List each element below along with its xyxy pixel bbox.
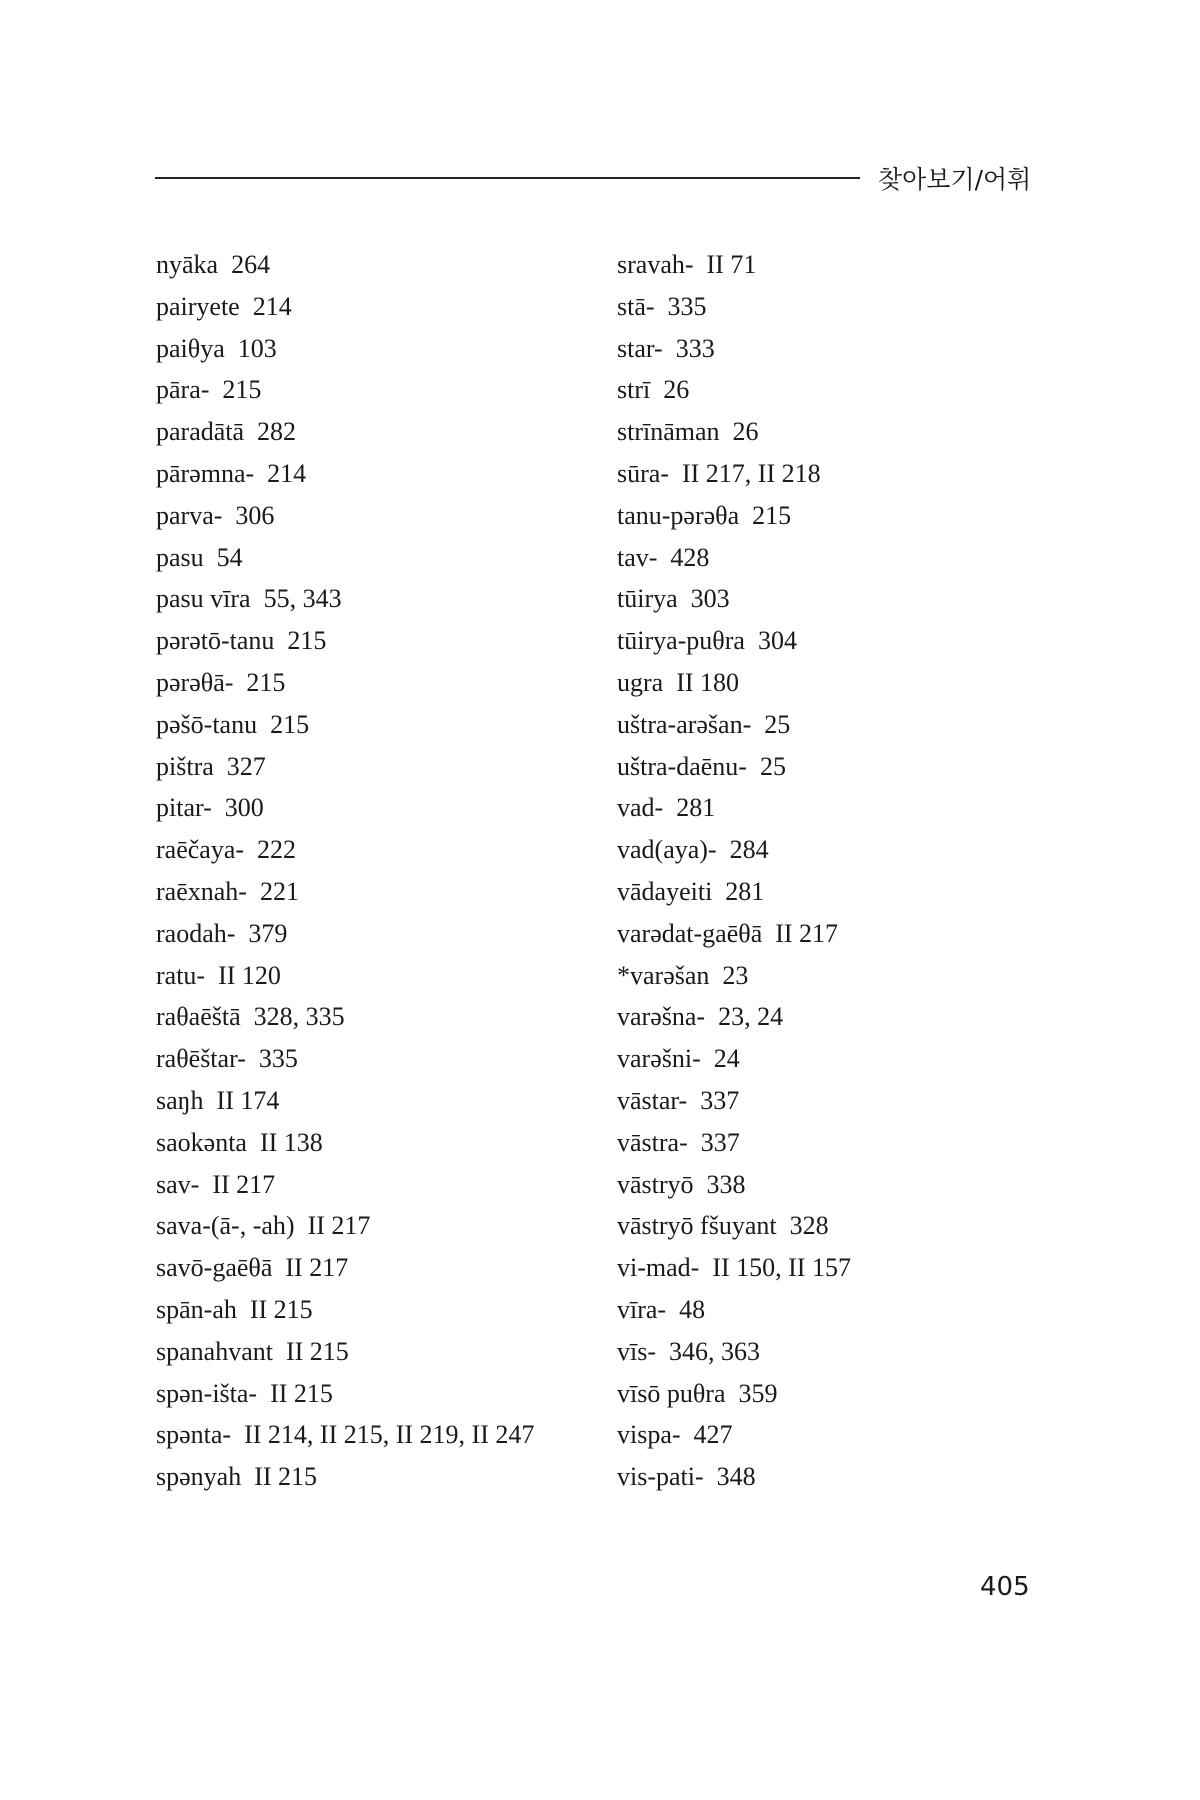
- index-entry: [617, 1164, 851, 1206]
- index-term: vad(aya)-: [617, 835, 717, 865]
- index-column-left: [156, 244, 534, 1498]
- index-entry: [617, 1414, 851, 1456]
- index-page-refs: 25: [764, 709, 791, 739]
- index-page-refs: II 215: [270, 1378, 333, 1408]
- index-term: spənyah: [156, 1462, 242, 1492]
- index-term: pasu: [156, 542, 204, 572]
- index-page-refs: 55, 343: [263, 584, 342, 614]
- index-term: vīra-: [617, 1294, 667, 1324]
- index-page-refs: II 215: [285, 1336, 349, 1366]
- index-term: vad-: [617, 793, 664, 823]
- index-entry: [156, 453, 534, 495]
- index-term: vīsō puθra: [617, 1378, 726, 1408]
- index-page-refs: 427: [693, 1420, 733, 1450]
- index-page-refs: 379: [248, 918, 288, 948]
- index-page-refs: 281: [676, 793, 716, 823]
- index-term: pārəmna-: [156, 458, 255, 488]
- index-entry: [156, 1038, 534, 1080]
- index-entry: [156, 1122, 534, 1164]
- index-page-refs: II 217, II 218: [681, 458, 821, 488]
- index-entry: [617, 1331, 851, 1373]
- index-page-refs: 215: [222, 375, 262, 405]
- index-term: spən-išta-: [156, 1378, 258, 1408]
- index-term: vāstar-: [617, 1085, 688, 1115]
- index-term: vi-mad-: [617, 1253, 700, 1283]
- index-page-refs: II 215: [254, 1462, 318, 1492]
- index-term: raēxnah-: [156, 876, 247, 906]
- index-page-refs: 282: [257, 417, 297, 447]
- index-term: vispa-: [617, 1420, 681, 1450]
- index-page-refs: 215: [270, 709, 310, 739]
- index-page-refs: 48: [679, 1294, 706, 1324]
- index-entry: [156, 620, 534, 662]
- index-entry: [156, 662, 534, 704]
- index-page-refs: II 214, II 215, II 219, II 247: [244, 1420, 535, 1450]
- index-page-refs: II 217: [775, 918, 839, 948]
- index-entry: [617, 955, 851, 997]
- index-page-refs: 23, 24: [718, 1002, 784, 1032]
- index-term: spān-ah: [156, 1294, 237, 1324]
- index-page-refs: 26: [663, 375, 690, 405]
- index-page-refs: 215: [287, 626, 327, 656]
- index-term: *varəšan: [617, 960, 710, 990]
- index-entry: [617, 1122, 851, 1164]
- index-page-refs: II 217: [212, 1169, 276, 1199]
- index-entry: [617, 1080, 851, 1122]
- index-entry: [617, 913, 851, 955]
- index-entry: [617, 620, 851, 662]
- index-page-refs: 215: [752, 500, 792, 530]
- index-term: ratu-: [156, 960, 206, 990]
- index-term: paradātā: [156, 417, 245, 447]
- index-entry: [617, 495, 851, 537]
- index-term: star-: [617, 333, 663, 363]
- index-term: tanu-pərəθa: [617, 500, 740, 530]
- index-entry: [617, 1038, 851, 1080]
- index-term: vīs-: [617, 1336, 656, 1366]
- index-entry: [156, 369, 534, 411]
- index-term: sūra-: [617, 458, 669, 488]
- index-entry: [617, 662, 851, 704]
- index-entry: [617, 328, 851, 370]
- index-term: vāstryō: [617, 1169, 694, 1199]
- index-page-refs: 215: [246, 667, 286, 697]
- index-entry: [156, 1331, 534, 1373]
- index-entry: [617, 1205, 851, 1247]
- index-entry: [617, 1373, 851, 1415]
- index-entry: [617, 244, 851, 286]
- index-entry: [617, 537, 851, 579]
- index-page-refs: 359: [738, 1378, 778, 1408]
- index-term: pasu vīra: [156, 584, 251, 614]
- index-term: pəšō-tanu: [156, 709, 258, 739]
- index-page-refs: 304: [757, 626, 797, 656]
- index-entry: [617, 286, 851, 328]
- index-entry: [156, 244, 534, 286]
- index-entry: [156, 1164, 534, 1206]
- index-term: raodah-: [156, 918, 236, 948]
- index-term: uštra-daēnu-: [617, 751, 747, 781]
- index-term: nyāka: [156, 250, 219, 279]
- index-entry: [156, 996, 534, 1038]
- index-page-refs: II 150, II 157: [712, 1253, 851, 1283]
- index-entry: [156, 1373, 534, 1415]
- index-term: pərəθā-: [156, 667, 234, 697]
- index-term: savō-gaēθā: [156, 1253, 273, 1283]
- index-term: saokənta: [156, 1127, 247, 1157]
- index-entry: [617, 704, 851, 746]
- index-entry: [156, 411, 534, 453]
- index-term: vis-pati-: [617, 1462, 704, 1492]
- index-page-refs: 428: [670, 542, 710, 572]
- index-page-refs: 303: [690, 584, 730, 614]
- index-page-refs: II 217: [307, 1211, 371, 1241]
- index-term: saŋh: [156, 1085, 204, 1115]
- index-term: vāstra-: [617, 1127, 688, 1157]
- index-term: varədat-gaēθā: [617, 918, 763, 948]
- index-term: vādayeiti: [617, 876, 713, 906]
- index-page-refs: 24: [713, 1044, 740, 1074]
- index-entry: [156, 704, 534, 746]
- index-term: raθaēštā: [156, 1002, 241, 1032]
- page-number: 405: [980, 1572, 1030, 1602]
- index-entry: [617, 1247, 851, 1289]
- index-entry: [617, 1456, 851, 1498]
- index-entry: [617, 411, 851, 453]
- index-term: sava-(ā-, -ah): [156, 1211, 295, 1241]
- index-entry: [617, 871, 851, 913]
- index-term: parva-: [156, 500, 223, 530]
- index-page-refs: 346, 363: [669, 1336, 760, 1366]
- index-page-refs: II 71: [706, 250, 757, 279]
- index-page-refs: 221: [259, 876, 299, 906]
- index-entry: [617, 369, 851, 411]
- index-term: tav-: [617, 542, 658, 572]
- index-page-refs: 348: [716, 1462, 756, 1492]
- index-entry: [617, 578, 851, 620]
- index-page-refs: II 215: [249, 1294, 313, 1324]
- index-term: strī: [617, 375, 651, 405]
- header-rule: [155, 177, 860, 179]
- index-page-refs: 214: [252, 291, 292, 321]
- index-entry: [156, 955, 534, 997]
- index-page-refs: 281: [725, 876, 765, 906]
- index-page-refs: 328: [789, 1211, 829, 1241]
- index-term: varəšna-: [617, 1002, 706, 1032]
- index-term: tūirya-puθra: [617, 626, 745, 656]
- index-page-refs: II 120: [218, 960, 281, 990]
- index-term: spanahvant: [156, 1336, 273, 1366]
- index-page-refs: 284: [729, 835, 769, 865]
- index-entry: [156, 1414, 534, 1456]
- index-term: vāstryō fšuyant: [617, 1211, 777, 1241]
- index-page-refs: 25: [759, 751, 786, 781]
- index-entry: [156, 746, 534, 788]
- index-page-refs: II 174: [216, 1085, 280, 1115]
- index-page-refs: 264: [231, 250, 271, 279]
- index-page-refs: 23: [722, 960, 749, 990]
- index-page-refs: 333: [675, 333, 715, 363]
- index-entry: [617, 453, 851, 495]
- index-entry: [156, 578, 534, 620]
- index-term: pitar-: [156, 793, 212, 823]
- index-page-refs: 327: [226, 751, 266, 781]
- index-entry: [156, 1205, 534, 1247]
- index-entry: [156, 328, 534, 370]
- index-entry: [156, 913, 534, 955]
- index-term: varəšni-: [617, 1044, 701, 1074]
- index-term: stā-: [617, 291, 655, 321]
- index-page-refs: 222: [257, 835, 297, 865]
- index-page-refs: II 180: [676, 667, 740, 697]
- index-entry: [156, 787, 534, 829]
- index-entry: [617, 829, 851, 871]
- index-term: pairyete: [156, 291, 240, 321]
- index-term: strīnāman: [617, 417, 720, 447]
- index-page-refs: 337: [700, 1085, 740, 1115]
- index-entry: [156, 829, 534, 871]
- index-entry: [617, 996, 851, 1038]
- index-term: tūirya: [617, 584, 678, 614]
- index-term: spənta-: [156, 1420, 232, 1450]
- index-page-refs: 335: [258, 1044, 298, 1074]
- index-entry: [156, 1289, 534, 1331]
- index-term: pərətō-tanu: [156, 626, 275, 656]
- index-page-refs: II 138: [259, 1127, 323, 1157]
- index-entry: [156, 871, 534, 913]
- index-entry: [156, 1456, 534, 1498]
- index-page-refs: 26: [732, 417, 759, 447]
- index-term: sav-: [156, 1169, 200, 1199]
- index-term: paiθya: [156, 333, 225, 363]
- index-page-refs: 54: [216, 542, 243, 572]
- index-page-refs: 338: [706, 1169, 746, 1199]
- index-term: sravah-: [617, 250, 694, 279]
- index-page-refs: 328, 335: [253, 1002, 345, 1032]
- index-column-right: [617, 244, 851, 1498]
- index-entry: [156, 1080, 534, 1122]
- index-entry: [617, 746, 851, 788]
- index-term: ugra: [617, 667, 664, 697]
- index-page-refs: 214: [267, 458, 307, 488]
- index-entry: [617, 787, 851, 829]
- index-term: raēčaya-: [156, 835, 245, 865]
- index-page-refs: II 217: [285, 1253, 349, 1283]
- index-entry: [156, 1247, 534, 1289]
- index-entry: [156, 495, 534, 537]
- index-term: pāra-: [156, 375, 210, 405]
- index-page-refs: 337: [700, 1127, 740, 1157]
- index-entry: [156, 286, 534, 328]
- index-term: raθēštar-: [156, 1044, 246, 1074]
- index-entry: [156, 537, 534, 579]
- index-page-refs: 306: [235, 500, 275, 530]
- index-term: uštra-arəšan-: [617, 709, 752, 739]
- index-entry: [617, 1289, 851, 1331]
- index-term: pištra: [156, 751, 214, 781]
- index-page-refs: 300: [224, 793, 264, 823]
- index-page-refs: 103: [237, 333, 277, 363]
- index-page-refs: 335: [667, 291, 707, 321]
- running-head: 찾아보기/어휘: [878, 165, 1032, 194]
